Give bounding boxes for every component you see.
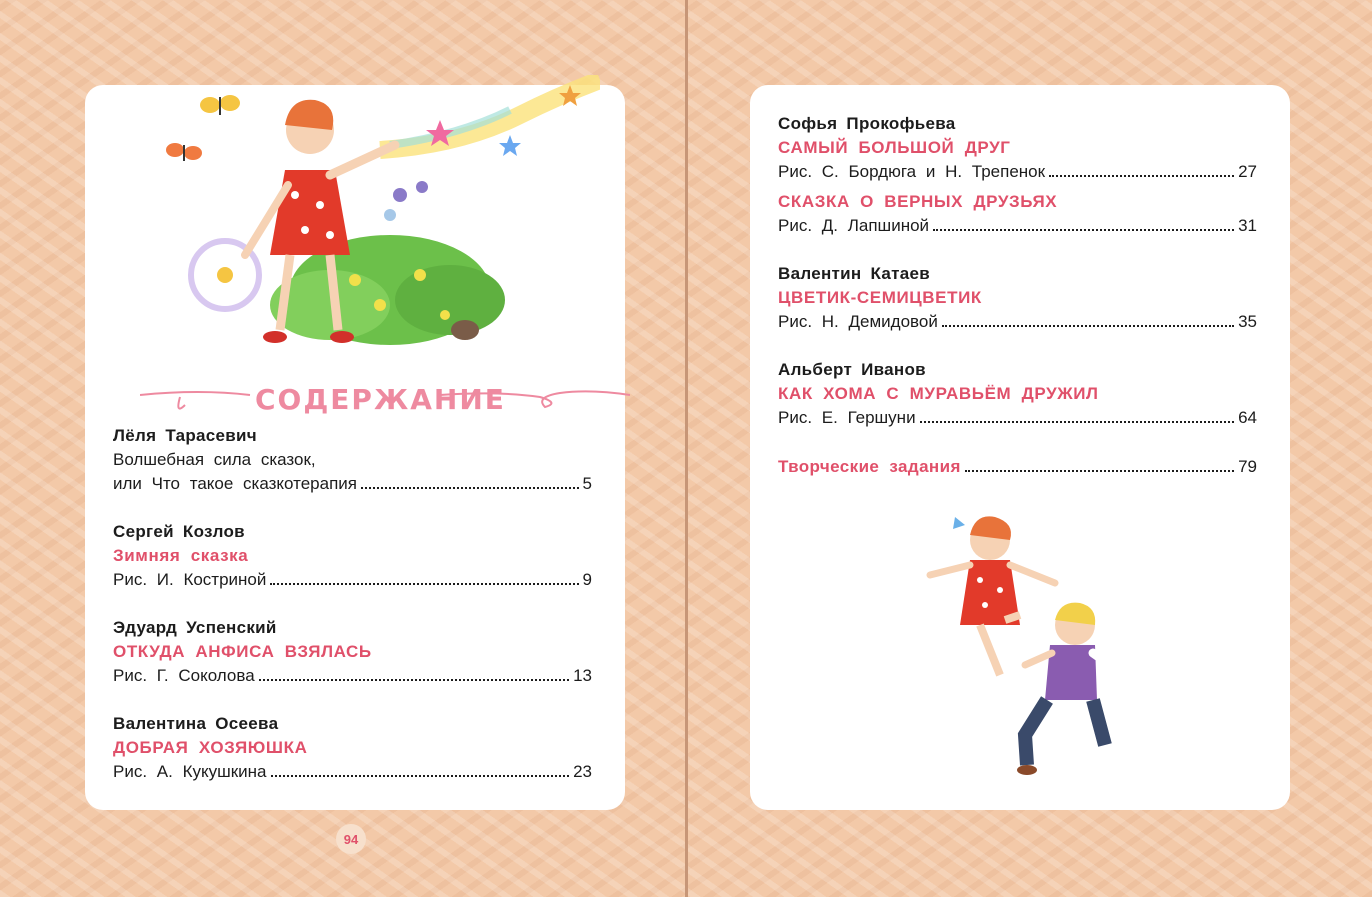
illustrator-credit: Рис. Д. Лапшиной [778,216,930,235]
right-page-card [750,85,1290,810]
entry-title: САМЫЙ БОЛЬШОЙ ДРУГ [778,138,1011,157]
toc-entry[interactable] [113,712,592,784]
left-page-card [85,85,625,810]
entry-title: Зимняя сказка [113,546,249,565]
dot-leader [271,775,570,777]
page-number: 35 [1238,312,1257,331]
dot-leader [1049,175,1234,177]
page-number: 64 [1238,408,1257,427]
page-number: 9 [582,570,592,589]
dot-leader [270,583,578,585]
entry-subtitle: или Что такое сказкотерапия [113,474,357,493]
toc-entry-tasks[interactable] [778,455,1257,479]
entry-title: Волшебная сила сказок, [113,450,316,469]
dot-leader [942,325,1234,327]
dot-leader [920,421,1235,423]
entry-line [778,455,1257,479]
contents-heading-block [140,375,630,425]
entry-line [778,406,1257,430]
toc-entry[interactable] [778,190,1257,238]
entry-title: ДОБРАЯ ХОЗЯЮШКА [113,738,308,757]
girl-with-flower-illustration [160,75,600,365]
illustrator-credit: Рис. Г. Соколова [113,666,255,685]
entry-line [113,472,592,496]
toc-entry[interactable] [778,112,1257,184]
tasks-label: Творческие задания [778,457,961,476]
page-title: СОДЕРЖАНИЕ [255,383,506,416]
book-spine [685,0,688,897]
folio-page-number: 94 [336,824,366,854]
entry-line [113,568,592,592]
author-name: Софья Прокофьева [778,114,956,133]
illustrator-credit: Рис. И. Костриной [113,570,267,589]
entry-title: СКАЗКА О ВЕРНЫХ ДРУЗЬЯХ [778,192,1058,211]
butterfly-icon [166,143,202,161]
toc-entry[interactable] [113,520,592,592]
entry-line [778,160,1257,184]
toc-entry[interactable] [113,424,592,496]
illustrator-credit: Рис. А. Кукушкина [113,762,267,781]
entry-line [113,760,592,784]
dot-leader [933,229,1234,231]
author-name: Валентина Осеева [113,714,279,733]
toc-entry[interactable] [778,358,1257,430]
page-number: 27 [1238,162,1257,181]
page-number: 5 [582,474,592,493]
page-number: 23 [573,762,592,781]
toc-entry[interactable] [113,616,592,688]
illustrator-credit: Рис. С. Бордюга и Н. Трепенок [778,162,1046,181]
author-name: Лёля Тарасевич [113,426,257,445]
page-number: 79 [1238,457,1257,476]
butterfly-icon [200,95,240,115]
illustrator-credit: Рис. Е. Гершуни [778,408,916,427]
entry-title: КАК ХОМА С МУРАВЬЁМ ДРУЖИЛ [778,384,1099,403]
author-name: Валентин Катаев [778,264,931,283]
page-number: 31 [1238,216,1257,235]
author-name: Альберт Иванов [778,360,926,379]
children-playing-illustration [925,505,1125,780]
entry-title: ОТКУДА АНФИСА ВЗЯЛАСЬ [113,642,372,661]
entry-line [778,214,1257,238]
toc-entry[interactable] [778,262,1257,334]
dot-leader [361,487,579,489]
entry-line [113,664,592,688]
dot-leader [259,679,569,681]
author-name: Сергей Козлов [113,522,245,541]
illustrator-credit: Рис. Н. Демидовой [778,312,938,331]
entry-title: ЦВЕТИК-СЕМИЦВЕТИК [778,288,982,307]
page-number: 13 [573,666,592,685]
entry-line [778,310,1257,334]
dot-leader [965,470,1234,472]
author-name: Эдуард Успенский [113,618,277,637]
